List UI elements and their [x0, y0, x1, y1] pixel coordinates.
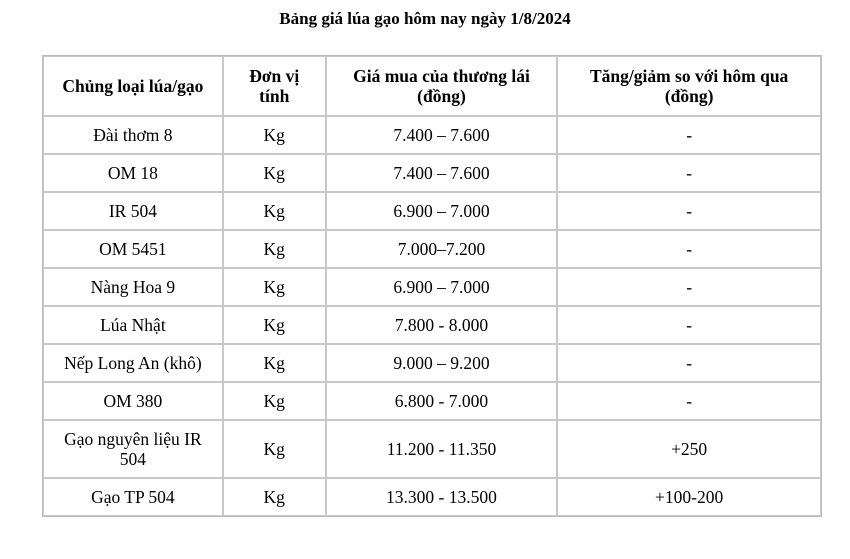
cell-type: Nếp Long An (khô): [43, 344, 223, 382]
cell-type: OM 5451: [43, 230, 223, 268]
cell-type: Đài thơm 8: [43, 116, 223, 154]
table-header-row: [43, 56, 821, 116]
cell-change: -: [557, 382, 821, 420]
rice-price-table: [42, 55, 822, 517]
header-change: Tăng/giảm so với hôm qua (đồng): [557, 56, 821, 116]
cell-change: +250: [557, 420, 821, 478]
cell-change: -: [557, 344, 821, 382]
cell-price: 6.800 - 7.000: [326, 382, 558, 420]
table-row: [43, 192, 821, 230]
cell-unit: Kg: [223, 268, 326, 306]
cell-change: -: [557, 154, 821, 192]
table-row: [43, 344, 821, 382]
table-row: [43, 154, 821, 192]
cell-type: OM 380: [43, 382, 223, 420]
cell-price: 7.400 – 7.600: [326, 116, 558, 154]
cell-unit: Kg: [223, 344, 326, 382]
table-row: [43, 230, 821, 268]
cell-price: 7.800 - 8.000: [326, 306, 558, 344]
cell-price: 9.000 – 9.200: [326, 344, 558, 382]
cell-type: Lúa Nhật: [43, 306, 223, 344]
cell-unit: Kg: [223, 154, 326, 192]
cell-type: OM 18: [43, 154, 223, 192]
cell-price: 6.900 – 7.000: [326, 268, 558, 306]
cell-change: -: [557, 116, 821, 154]
cell-unit: Kg: [223, 382, 326, 420]
page-title: Bảng giá lúa gạo hôm nay ngày 1/8/2024: [279, 9, 571, 28]
cell-price: 6.900 – 7.000: [326, 192, 558, 230]
cell-unit: Kg: [223, 116, 326, 154]
cell-price: 11.200 - 11.350: [326, 420, 558, 478]
header-unit: Đơn vị tính: [223, 56, 326, 116]
table-row: [43, 420, 821, 478]
table-row: [43, 382, 821, 420]
cell-type: Gạo nguyên liệu IR 504: [43, 420, 223, 478]
cell-unit: Kg: [223, 192, 326, 230]
cell-type: IR 504: [43, 192, 223, 230]
cell-change: -: [557, 192, 821, 230]
table-row: [43, 478, 821, 516]
cell-unit: Kg: [223, 230, 326, 268]
cell-price: 7.000–7.200: [326, 230, 558, 268]
table-row: [43, 116, 821, 154]
cell-unit: Kg: [223, 478, 326, 516]
cell-change: +100-200: [557, 478, 821, 516]
cell-price: 7.400 – 7.600: [326, 154, 558, 192]
cell-type: Nàng Hoa 9: [43, 268, 223, 306]
cell-change: -: [557, 268, 821, 306]
cell-unit: Kg: [223, 306, 326, 344]
header-type: Chủng loại lúa/gạo: [43, 56, 223, 116]
cell-change: -: [557, 306, 821, 344]
cell-price: 13.300 - 13.500: [326, 478, 558, 516]
cell-unit: Kg: [223, 420, 326, 478]
table-row: [43, 268, 821, 306]
header-price: Giá mua của thương lái (đồng): [326, 56, 558, 116]
cell-change: -: [557, 230, 821, 268]
table-row: [43, 306, 821, 344]
cell-type: Gạo TP 504: [43, 478, 223, 516]
